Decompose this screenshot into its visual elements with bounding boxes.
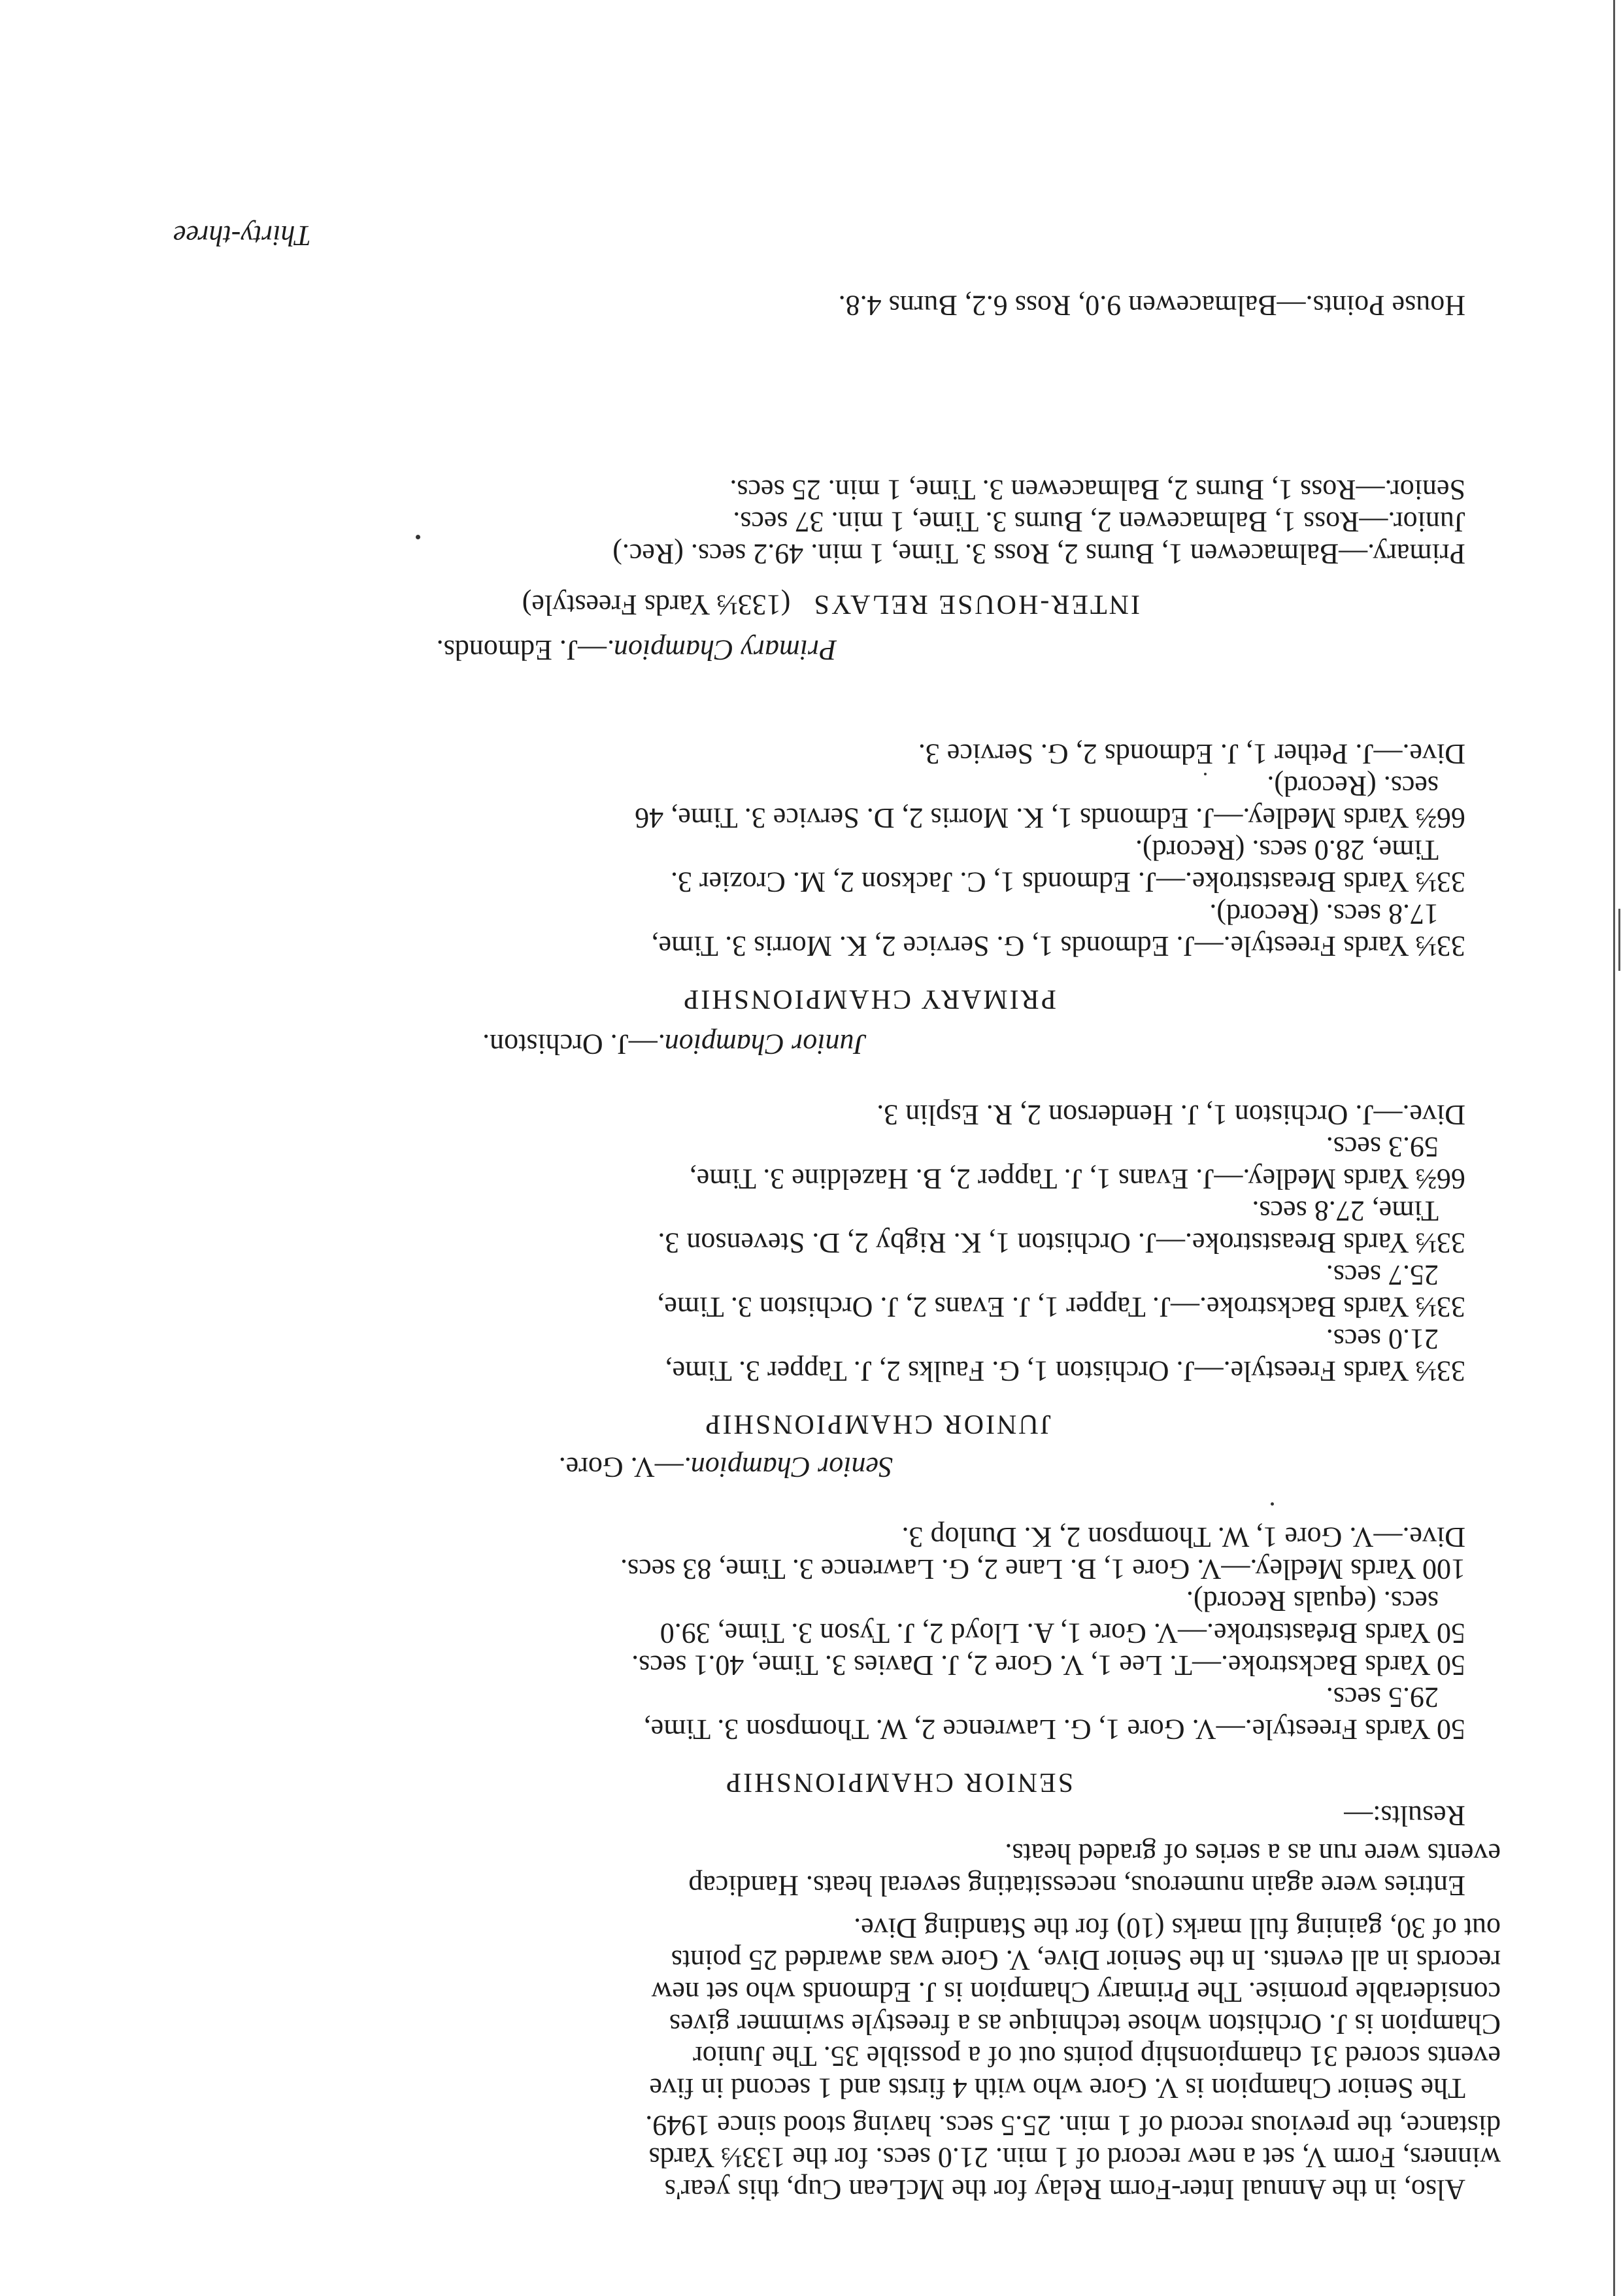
result-line: Dive.—J. Orchiston 1, J. Henderson 2, R. Esplin 3. — [877, 1099, 1465, 1131]
junior-heading: JUNIOR CHAMPIONSHIP — [703, 1409, 1051, 1439]
result-line: 50 Yards Freestyle.—V. Gore 1, G. Lawrence 2, W. Thompson 3. Time, — [643, 1714, 1465, 1746]
result-line: 17.8 secs. (Record). — [1209, 898, 1439, 930]
senior-heading: SENIOR CHAMPIONSHIP — [724, 1767, 1073, 1797]
champion-name: —J. Orchiston. — [482, 1028, 658, 1060]
result-line: 66⅔ Yards Medley.—J. Edmonds 1, K. Morris 2, D. Service 3. Time, 46 — [635, 802, 1465, 834]
text-line: The Senior Champion is V. Gore who with 4 firsts and 1 second in five — [649, 2072, 1465, 2104]
result-line: 33⅓ Yards Breaststroke.—J. Orchiston 1, K. Rigby 2, D. Stevenson 3. — [658, 1227, 1465, 1259]
result-line: secs. (Record). — [1267, 770, 1439, 802]
champion-name: —J. Edmonds. — [436, 634, 607, 666]
text-line: considerable promise. The Primary Champion is J. Edmonds who set new — [651, 1976, 1501, 2008]
relay-results — [612, 474, 1501, 570]
champion-label: Senior Champion. — [683, 1451, 893, 1483]
result-line: 100 Yards Medley.—V. Gore 1, B. Lane 2, G. Lawrence 3. Time, 83 secs. — [620, 1553, 1465, 1585]
relays-heading-row — [522, 588, 1140, 621]
text-line: records in all events. In the Senior Dive, V. Gore was awarded 25 points — [671, 1944, 1501, 1976]
relays-subheading: (133⅓ Yards Freestyle) — [522, 589, 791, 621]
result-line: Dive.—J. Pether 1, J. Edmonds 2, G. Service 3. — [918, 738, 1465, 770]
text-line: distance, the previous record of 1 min. 25.5 secs. having stood since 1949. — [645, 2110, 1501, 2142]
summary-paragraph — [649, 1912, 1501, 2104]
result-line: 33⅓ Yards Backstroke.—J. Tapper 1, J. Evans 2, J. Orchiston 3. Time, — [657, 1291, 1465, 1323]
junior-events — [657, 1099, 1501, 1387]
text-line: Champion is J. Orchiston whose technique as a freestyle swimmer gives — [669, 2008, 1501, 2040]
result-line: 50 Yards Breaststroke.—V. Gore 1, A. Lloyd 2, J. Tyson 3. Time, 39.0 — [660, 1617, 1465, 1649]
senior-champion — [559, 1451, 893, 1483]
primary-champion — [437, 634, 837, 666]
senior-events — [620, 1521, 1501, 1746]
result-line: Dive.—V. Gore 1, W. Thompson 2, K. Dunlop 3. — [901, 1521, 1465, 1553]
result-line: 59.3 secs. — [1326, 1131, 1439, 1163]
entries-paragraph — [688, 1838, 1501, 1902]
champion-label: Primary Champion. — [607, 634, 837, 666]
champion-label: Junior Champion. — [657, 1028, 867, 1060]
text-line: events scored 31 championship points out of a possible 35. The Junior — [693, 2040, 1501, 2072]
text-line: out of 30, gaining full marks (10) for the Standing Dive. — [854, 1912, 1501, 1944]
relay-line: Primary.—Balmacewen 1, Burns 2, Ross 3. Time, 1 min. 49.2 secs. (Rec.) — [612, 538, 1465, 570]
text-line: events were run as a series of graded heats. — [1005, 1838, 1501, 1870]
result-line: 21.0 secs. — [1326, 1323, 1439, 1355]
result-line: 33⅓ Yards Freestyle.—J. Orchiston 1, G. Faulks 2, J. Tapper 3. Time, — [665, 1355, 1465, 1387]
page-label: Thirty-three — [173, 220, 311, 252]
results-label: Results:— — [1344, 1800, 1465, 1832]
intro-paragraph — [645, 2110, 1501, 2206]
primary-heading: PRIMARY CHAMPIONSHIP — [681, 984, 1056, 1014]
relays-heading: INTER-HOUSE RELAYS — [812, 589, 1140, 619]
relay-line: Junior.—Ross 1, Balmacewen 2, Burns 3. Time, 1 min. 37 secs. — [733, 506, 1465, 538]
result-line: Time, 27.8 secs. — [1252, 1195, 1439, 1227]
text-line: Also, in the Annual Inter-Form Relay for the McLean Cup, this year's — [664, 2174, 1465, 2206]
primary-events — [635, 738, 1501, 962]
result-line: Time, 28.0 secs. (Record). — [1135, 834, 1439, 866]
text-line: Entries were again numerous, necessitating several heats. Handicap — [688, 1870, 1465, 1902]
result-line: 25.7 secs. — [1326, 1259, 1439, 1291]
result-line: 50 Yards Backstroke.—T. Lee 1, V. Gore 2, J. Davies 3. Time, 40.1 secs. — [631, 1649, 1465, 1681]
junior-champion — [482, 1028, 867, 1060]
relay-line: Senior.—Ross 1, Burns 2, Balmacewen 3. Time, 1 min. 25 secs. — [729, 474, 1465, 506]
result-line: secs. (equals Record). — [1186, 1585, 1439, 1617]
text-line: winners, Form V, set a new record of 1 min. 21.0 secs. for the 133⅓ Yards — [648, 2142, 1501, 2174]
house-points: House Points.—Balmacewen 9.0, Ross 6.2, Burns 4.8. — [838, 290, 1465, 322]
result-line: 66⅔ Yards Medley.—J. Evans 1, J. Tapper 2, B. Hazeldine 3. Time, — [689, 1163, 1465, 1195]
result-line: 33⅓ Yards Freestyle.—J. Edmonds 1, G. Service 2, K. Morris 3. Time, — [651, 930, 1465, 962]
result-line: 29.5 secs. — [1326, 1681, 1439, 1714]
champion-name: —V. Gore. — [558, 1451, 684, 1483]
result-line: 33⅓ Yards Breaststroke.—J. Edmonds 1, C. Jackson 2, M. Crozier 3. — [670, 866, 1465, 898]
